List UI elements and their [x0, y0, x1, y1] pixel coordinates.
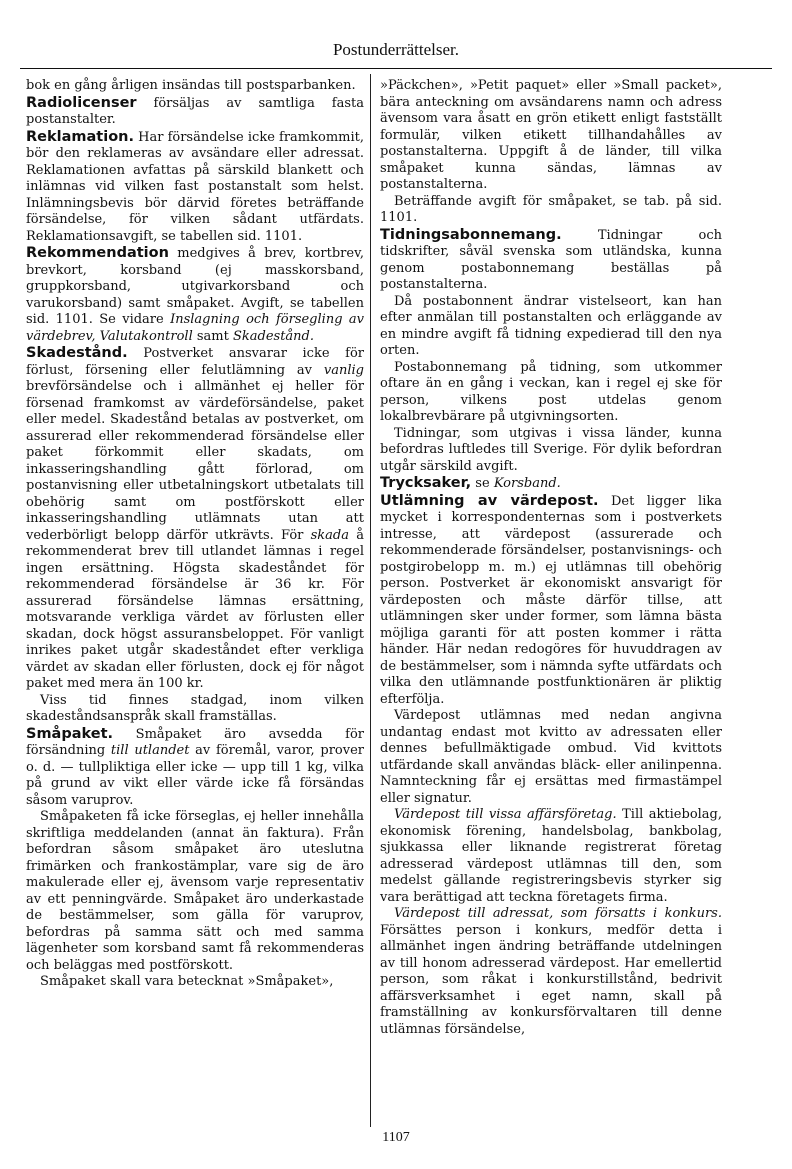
entry-heading: Radiolicenser — [26, 94, 137, 111]
entry-text: medgives å brev, kortbrev, brevkort, korsband (ej masskorsband, gruppkorsband, utgivarkorsband och varukorsband) samt småpaket. Avgift, se tabellen sid. 1101. Se vidare — [26, 246, 364, 327]
entry-heading: Tidningsabonnemang. — [380, 226, 562, 243]
emphasis: till utlandet — [110, 743, 190, 758]
paragraph: »Päckchen», »Petit paquet» eller »Small packet», bära anteckning om avsändarens namn och adress ävensom vara åsatt en grön etikett enligt fastställt formulär, vilken etikett tillhandahålles av postanstalterna. Uppgift å de länder, till vilka småpaket kunna sändas, lämnas av postanstalterna. — [380, 78, 722, 192]
paragraph-text: Till aktiebolag, ekonomisk förening, handelsbolag, bankbolag, sjukkassa eller liknande registrerat företag adresserad värdepost utlämnas till den, som medelst gällande registreringsbevis styrker sig vara berättigad att teckna företagets firma. — [380, 807, 723, 905]
entry-tidningsabonnemang — [380, 227, 722, 294]
right-column — [380, 78, 722, 1038]
entry-trycksaker — [380, 475, 722, 493]
entry-text: Det ligger lika mycket i korrespondenternas som i postverkets intresse, att värdepost (assurerade och rekommenderade försändelser, postanvisnings- och postgirobelopp m. m.) ej utlämnas till obehörig person. Postverket är ekonomiskt ansvarigt för värdeposten och måste därför tillse, att utlämningen sker under former, som lämna bästa möjliga garanti för att posten kommer i rätta händer. Här nedan redogöres för huvuddragen av de bestämmelser, som i nämnda syfte utfärdats och vilka den utlämnande postfunktionären är pliktig efterfölja. — [380, 493, 722, 707]
entry-smapaket — [26, 726, 364, 810]
paragraph: Tidningar, som utgivas i vissa länder, kunna befordras luftledes till Sverige. För dylik befordran utgår särskild avgift. — [380, 425, 722, 474]
entry-heading: Trycksaker, — [380, 475, 472, 491]
entry-heading: Småpaket. — [26, 725, 114, 742]
entry-text: Småpaket äro avsedda för försändning — [26, 726, 364, 758]
subheading: Värdepost till vissa affärsföretag. — [394, 807, 617, 822]
paragraph: Beträffande avgift för småpaket, se tab. på sid. 1101. — [380, 193, 722, 225]
entry-reklamation — [26, 129, 364, 246]
entry-text: samt — [192, 328, 233, 344]
entry-heading: Skadestånd. — [26, 345, 128, 361]
paragraph — [380, 906, 722, 1038]
running-header: Postunderrättelser. — [332, 40, 460, 59]
entry-heading: Reklamation. — [26, 128, 134, 145]
entry-radiolicenser — [26, 95, 364, 129]
cross-reference: Korsband. — [493, 476, 561, 491]
paragraph: Värdepost utlämnas med nedan angivna undantag endast mot kvitto av adressaten eller dennes befullmäktigade ombud. Vid kvittots utfärdande skall användas bläck- eller anilinpenna. Namnteckning får ej ersättas med firmastämpel eller signatur. — [380, 708, 722, 806]
entry-text: Tidningar och tidskrifter, såväl svenska som utländska, kunna genom postabonnemang beställas på postanstalterna. — [380, 227, 722, 292]
emphasis: skada — [310, 527, 349, 543]
entry-heading: Rekommendation — [26, 245, 169, 261]
entry-text: å rekommenderat brev till utlandet lämnas i regel ingen ersättning. Högsta skadeståndet för rekommenderad försändelse är 36 kr. För assurerad försändelse lämnas ersättning, motsvarande verkliga värdet av förlusten eller skadan, dock högst assuransbeloppet. För vanligt inrikes paket utgår skadeståndet efter verkliga värdet av skadan eller förlusten, dock ej för något paket med mera än 100 kr. — [26, 527, 364, 691]
cross-reference: Inslagning och försegling av värdebrev, Valutakontroll — [26, 312, 364, 344]
page-number: 1107 — [382, 1130, 410, 1145]
paragraph — [380, 807, 722, 906]
paragraph: bok en gång årligen insändas till postsparbanken. — [26, 78, 356, 93]
column-divider — [370, 74, 371, 1127]
paragraph-text: Försättes person i konkurs, medför detta i allmänhet ingen ändring beträffande utdelningen av till honom adresserad värdepost. Har emellertid person, som råkat i konkurstillstånd, bedrivit affärsverksamhet i eget namn, skall på framställning av konkursförvaltaren till denne utlämnas försändelse, — [380, 922, 722, 1037]
paragraph: Då postabonnent ändrar vistelseort, kan han efter anmälan till postanstalten och erläggande av en mindre avgift få tidning expedierad till den nya orten. — [380, 293, 722, 358]
entry-text: av föremål, varor, prover o. d. — tullpliktiga eller icke — upp till 1 kg, vilka på grund av vikt eller värde icke få försändas såsom varuprov. — [26, 743, 364, 808]
entry-text: se — [471, 476, 494, 491]
entry-text: brevförsändelse och i allmänhet ej heller för försenad framkomst av värdeförsändelse, paket eller medel. Skadestånd betalas av postverket, om assurerad eller rekommenderad försändelse eller paket förkommit eller skadats, om inkasseringshandling gått förlorad, om postanvisning eller utbetalningskort utbetalats till obehörig samt om postförskott eller inkasseringshandling utlämnats utan att vederbörligt belopp därför utkrävts. För — [26, 379, 364, 543]
emphasis: vanlig — [323, 362, 364, 378]
header-rule — [20, 68, 772, 69]
entry-skadestand — [26, 345, 364, 693]
entry-rekommendation — [26, 245, 364, 345]
paragraph: Småpaketen få icke förseglas, ej heller innehålla skriftliga meddelanden (annat än faktura). Från befordran såsom småpaket äro uteslutna frimärken och frankostämplar, vare sig de äro makulerade eller ej, ävensom varje representativ av ett penningvärde. Småpaket äro underkastade de bestämmelser, som gälla för varuprov, befordras på samma sätt och med samma lägenheter som korsband samt få rekommenderas och beläggas med postförskott. — [26, 809, 364, 973]
entry-text: Har försändelse icke framkommit, bör den reklameras av avsändare eller adressat. Reklamationen avfattas på särskild blankett och inlämnas vid vilken fast postanstalt som helst. Inlämningsbevis bör därvid företes beträffande försändelse, för vilken sådant utfärdats. Reklamationsavgift, se tabellen sid. 1101. — [26, 129, 365, 244]
cross-reference: Skadestånd. — [232, 328, 315, 344]
entry-heading: Utlämning av värdepost. — [380, 492, 599, 509]
paragraph: Småpaket skall vara betecknat »Småpaket», — [40, 974, 334, 989]
paragraph: Viss tid finnes stadgad, inom vilken skadeståndsanspråk skall framställas. — [26, 692, 364, 724]
paragraph: Postabonnemang på tidning, som utkommer oftare än en gång i veckan, kan i regel ej ske för person, vilkens post utdelas genom lokalbrevbärare på utgivningsorten. — [380, 359, 722, 424]
entry-text: försäljas av samtliga fasta postanstalter. — [26, 95, 364, 127]
entry-text: Postverket ansvarar icke för förlust, försening eller felutlämning av — [26, 346, 364, 378]
left-column — [26, 78, 364, 991]
subheading: Värdepost till adressat, som försatts i konkurs. — [394, 906, 722, 921]
entry-utlamning — [380, 493, 722, 709]
